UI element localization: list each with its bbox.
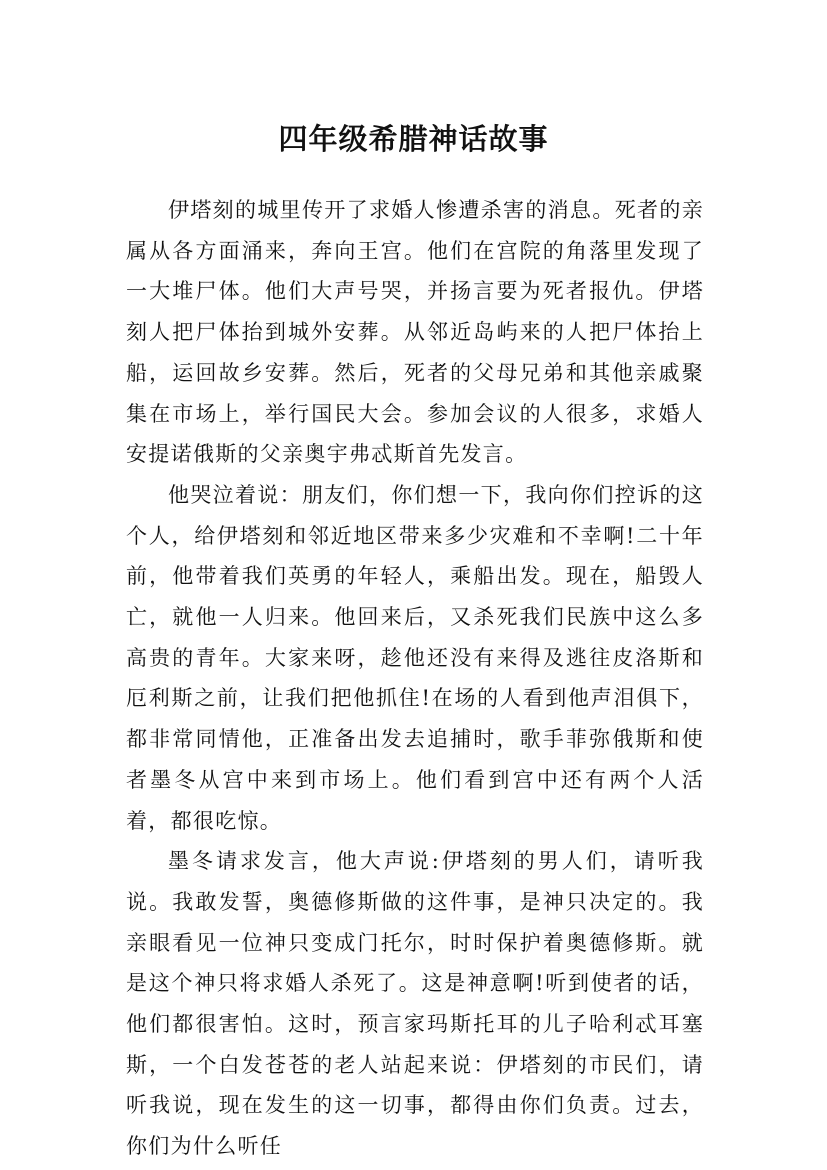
paragraph-1: 伊塔刻的城里传开了求婚人惨遭杀害的消息。死者的亲属从各方面涌来，奔向王宫。他们在宫院的角落里发现了一大堆尸体。他们大声号哭，并扬言要为死者报仇。伊塔刻人把尸体抬到城外安葬。从邻近岛屿来的人把尸体抬上船，运回故乡安葬。然后，死者的父母兄弟和其他亲戚聚集在市场上，举行国民大会。参加会议的人很多，求婚人安提诺俄斯的父亲奥宇弗忒斯首先发言。: [126, 198, 704, 467]
paragraph-2: 他哭泣着说：朋友们，你们想一下，我向你们控诉的这个人，给伊塔刻和邻近地区带来多少灾难和不幸啊!二十年前，他带着我们英勇的年轻人，乘船出发。现在，船毁人亡，就他一人归来。他回来后，又杀死我们民族中这么多高贵的青年。大家来呀，趁他还没有来得及逃往皮洛斯和厄利斯之前，让我们把他抓住!在场的人看到他声泪俱下，都非常同情他，正准备出发去追捕时，歌手菲弥俄斯和使者墨冬从宫中来到市场上。他们看到宫中还有两个人活着，都很吃惊。: [126, 482, 704, 833]
paragraph-3: 墨冬请求发言，他大声说:伊塔刻的男人们，请听我说。我敢发誓，奥德修斯做的这件事，是神只决定的。我亲眼看见一位神只变成门托尔，时时保护着奥德修斯。就是这个神只将求婚人杀死了。这是神意啊!听到使者的话，他们都很害怕。这时，预言家玛斯托耳的儿子哈利忒耳塞斯，一个白发苍苍的老人站起来说：伊塔刻的市民们，请听我说，现在发生的这一切事，都得由你们负责。过去，你们为什么听任: [126, 849, 704, 1159]
document-body: [126, 190, 704, 1167]
document-title: 四年级希腊神话故事: [278, 122, 549, 157]
